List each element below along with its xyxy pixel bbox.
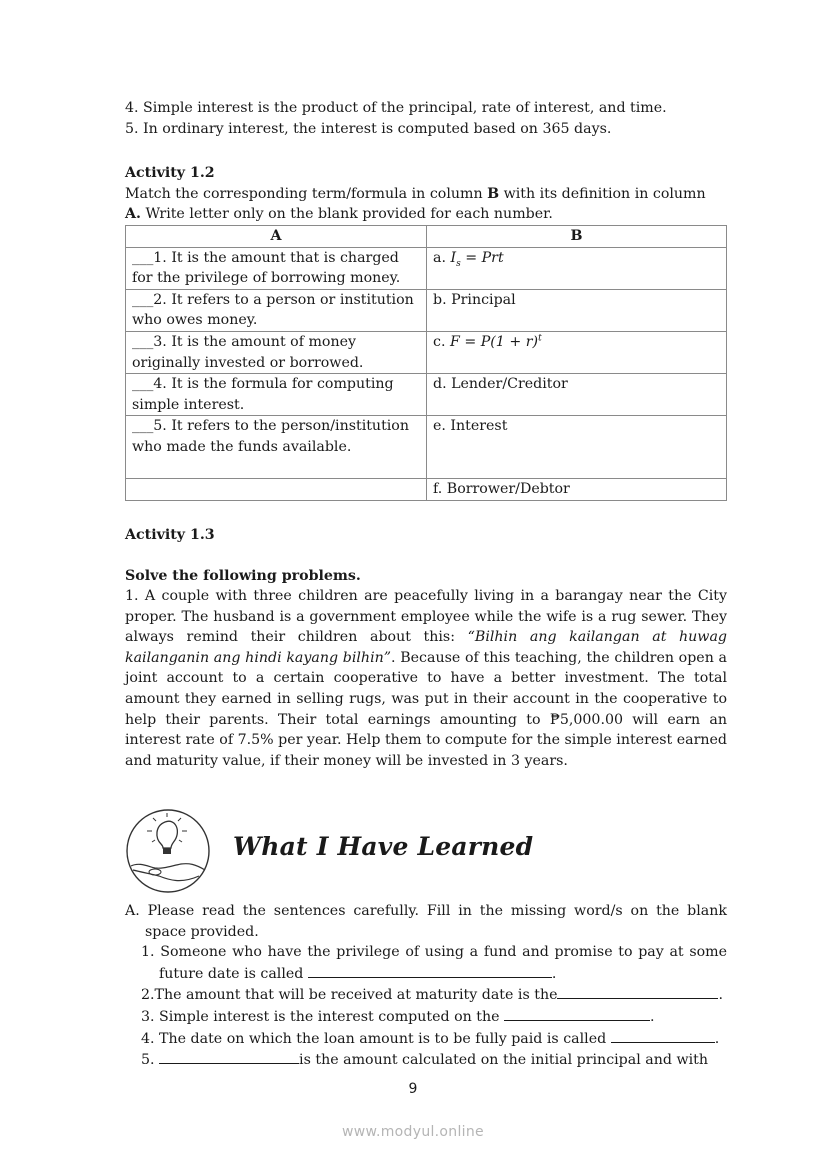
formula-simple-interest: $I_s$ = Prt (450, 249, 504, 269)
problem-text: 1. A couple with three children are peacefully living in a barangay near the City proper. The husband is a government employee while the wife is a rug sewer. They always remind their children about this: (125, 588, 727, 646)
item-text: 2.The amount that will be received at maturity date is the (141, 987, 558, 1004)
table-row (126, 289, 727, 331)
answer-blank[interactable] (557, 984, 718, 999)
fill-item-3 (125, 1006, 727, 1028)
activity-1-3-title: Activity 1.3 (125, 526, 215, 543)
problem-1 (125, 586, 727, 771)
definition-text: 3. It is the amount of money originally invested or borrowed. (132, 333, 364, 371)
item-text: . (551, 965, 557, 982)
definition-cell (126, 374, 427, 416)
table-row (126, 331, 727, 373)
fill-item-1 (125, 942, 727, 984)
activity-1-2-title: Activity 1.2 (125, 165, 215, 182)
term-cell: b. Principal (427, 289, 727, 331)
intro-item-5: 5. In ordinary interest, the interest is computed based on 365 days. (125, 120, 612, 137)
column-b-header: B (427, 225, 727, 247)
watermark: www.modyul.online (342, 1124, 484, 1140)
term-label: a. (433, 249, 451, 266)
item-text: 4. The date on which the loan amount is to be fully paid is called (141, 1030, 611, 1047)
column-a-header: A (126, 225, 427, 247)
answer-blank[interactable]: ___ (132, 418, 154, 435)
definition-text: 5. It refers to the person/institution who made the funds available. (132, 418, 409, 455)
answer-blank[interactable] (504, 1006, 650, 1021)
table-row (126, 374, 727, 416)
instruction-text: with its definition in column (499, 185, 706, 202)
matching-table (125, 225, 727, 501)
table-row (126, 479, 727, 501)
problem-quote: “Bilhin ang kailangan at huwag kailanganin ang hindi kayang bilhin” (125, 629, 727, 666)
item-text: . (650, 1008, 655, 1025)
definition-text: 4. It is the formula for computing simple interest. (132, 376, 394, 413)
answer-blank[interactable]: ___ (132, 249, 154, 266)
answer-blank[interactable]: ___ (132, 376, 154, 393)
term-cell: e. Interest (427, 416, 727, 479)
what-i-have-learned-banner (125, 808, 727, 898)
instruction-text: Write letter only on the blank provided for each number. (140, 206, 553, 223)
item-text: 1. Someone who have the privilege of using a fund and promise to pay at some future date is called (141, 944, 727, 982)
lightbulb-hand-icon (125, 808, 211, 894)
instruction-bold-a: A. (125, 206, 141, 223)
section-title: What I Have Learned (233, 832, 534, 861)
definition-cell-empty (126, 479, 427, 501)
definition-cell (126, 416, 427, 479)
term-cell (427, 247, 727, 289)
definition-cell (126, 247, 427, 289)
activity-1-3-subtitle: Solve the following problems. (125, 567, 361, 584)
answer-blank[interactable]: ___ (132, 333, 154, 350)
problem-text: . Because of this teaching, the children open a joint account to a certain cooperative to have a better investment. The total amount they earned in selling rugs, was put in their account in the cooperative to help their parents. Their total earnings amounting to ₱5,000.00 will earn an interest rate of 7.5% per year. Help them to compute for the simple interest earned and maturity value, if their money will be invested in 3 years. (125, 649, 728, 769)
table-header-row (126, 225, 727, 247)
definition-text: 2. It refers to a person or institution who owes money. (132, 291, 414, 329)
learned-instruction: A. Please read the sentences carefully. Fill in the missing word/s on the blank space provided. (125, 903, 727, 940)
answer-blank[interactable]: ___ (132, 291, 154, 308)
answer-blank[interactable] (159, 1049, 299, 1064)
intro-item-4: 4. Simple interest is the product of the principal, rate of interest, and time. (125, 100, 667, 116)
formula-compound-amount: $F = P(1 + r)^t$ (449, 333, 542, 350)
definition-cell (126, 331, 427, 373)
fill-item-5 (125, 1049, 727, 1071)
instruction-text: Match the corresponding term/formula in column (125, 185, 488, 202)
item-text: is the amount calculated on the initial principal and with (299, 1052, 708, 1069)
document-body (125, 98, 727, 771)
term-label: c. (433, 333, 450, 350)
table-row (126, 247, 727, 289)
fill-item-2 (125, 984, 727, 1006)
page-number: 9 (408, 1081, 418, 1097)
table-row (126, 416, 727, 479)
definition-cell (126, 289, 427, 331)
activity-1-2-instruction (125, 184, 727, 205)
what-i-have-learned-content (125, 901, 727, 1071)
answer-blank[interactable] (611, 1028, 715, 1043)
term-cell (427, 331, 727, 373)
activity-1-2-instruction-cont (125, 204, 727, 225)
item-text: 5. (141, 1052, 160, 1069)
term-cell: f. Borrower/Debtor (427, 479, 727, 501)
item-text: . (718, 987, 723, 1004)
item-text: 3. Simple interest is the interest computed on the (141, 1008, 505, 1025)
fill-item-4 (125, 1028, 727, 1050)
term-cell: d. Lender/Creditor (427, 374, 727, 416)
instruction-bold-b: B (487, 185, 500, 202)
item-text: . (714, 1030, 720, 1047)
answer-blank[interactable] (308, 963, 552, 978)
definition-text: 1. It is the amount that is charged for the privilege of borrowing money. (132, 249, 401, 287)
